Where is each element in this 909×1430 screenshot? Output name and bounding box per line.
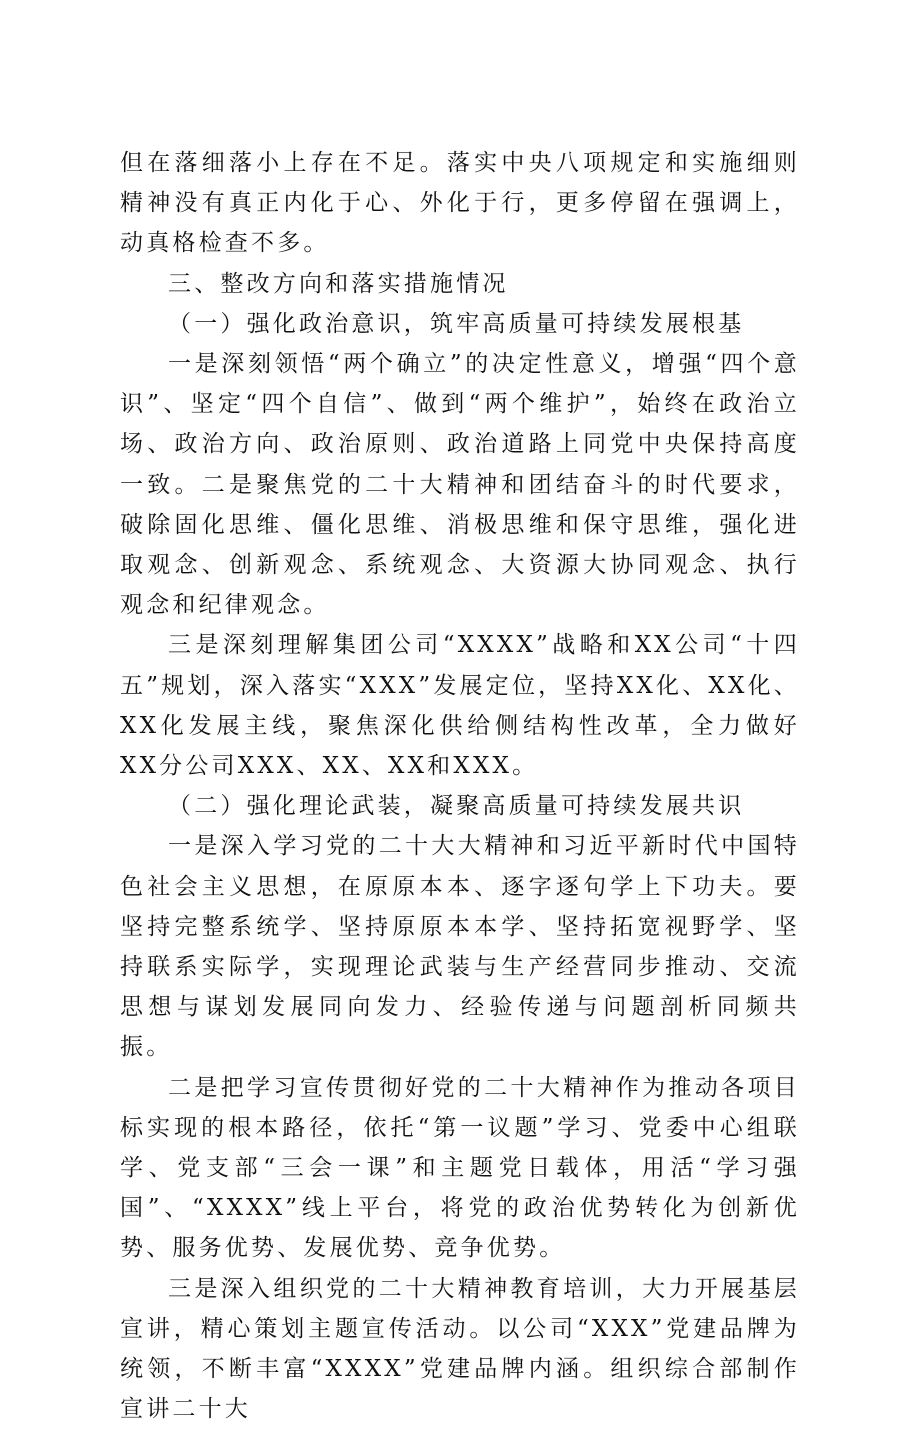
paragraph-body: 一是深刻领悟“两个确立”的决定性意义，增强“四个意识”、坚定“四个自信”、做到“两个维护”，始终在政治立场、政治方向、政治原则、政治道路上同党中央保持高度一致。二是聚焦党的二十大精神和团结奋斗的时代要求，破除固化思维、僵化思维、消极思维和保守思维，强化进取观念、创新观念、系统观念、大资源大协同观念、执行观念和纪律观念。 [120, 351, 800, 619]
document-body [120, 143, 800, 1430]
subsection-heading-1: （一）强化政治意识，筑牢高质量可持续发展根基 [168, 310, 745, 337]
subsection-heading-2: （二）强化理论武装，凝聚高质量可持续发展共识 [168, 793, 745, 820]
paragraph-continuation: 但在落细落小上存在不足。落实中央八项规定和实施细则精神没有真正内化于心、外化于行，更多停留在强调上，动真格检查不多。 [120, 150, 800, 257]
section-heading: 三、整改方向和落实措施情况 [168, 270, 509, 297]
paragraph-body: 三是深入组织党的二十大精神教育培训，大力开展基层宣讲，精心策划主题宣传活动。以公司“XXX”党建品牌为统领，不断丰富“XXXX”党建品牌内涵。组织综合部制作宣讲二十大 [120, 1275, 800, 1423]
paragraph-body: 二是把学习宣传贯彻好党的二十大精神作为推动各项目标实现的根本路径，依托“第一议题”学习、党委中心组联学、党支部“三会一课”和主题党日载体，用活“学习强国”、“XXXX”线上平台，将党的政治优势转化为创新优势、服务优势、发展优势、竞争优势。 [120, 1074, 800, 1262]
paragraph-body: 三是深刻理解集团公司“XXXX”战略和XX公司“十四五”规划，深入落实“XXX”发展定位，坚持XX化、XX化、XX化发展主线，聚焦深化供给侧结构性改革，全力做好XX分公司XXX、XX、XX和XXX。 [120, 632, 800, 780]
paragraph-body: 一是深入学习党的二十大大精神和习近平新时代中国特色社会主义思想，在原原本本、逐字逐句学上下功夫。要坚持完整系统学、坚持原原本本学、坚持拓宽视野学、坚持联系实际学，实现理论武装与生产经营同步推动、交流思想与谋划发展同向发力、经验传递与问题剖析同频共振。 [120, 833, 800, 1061]
